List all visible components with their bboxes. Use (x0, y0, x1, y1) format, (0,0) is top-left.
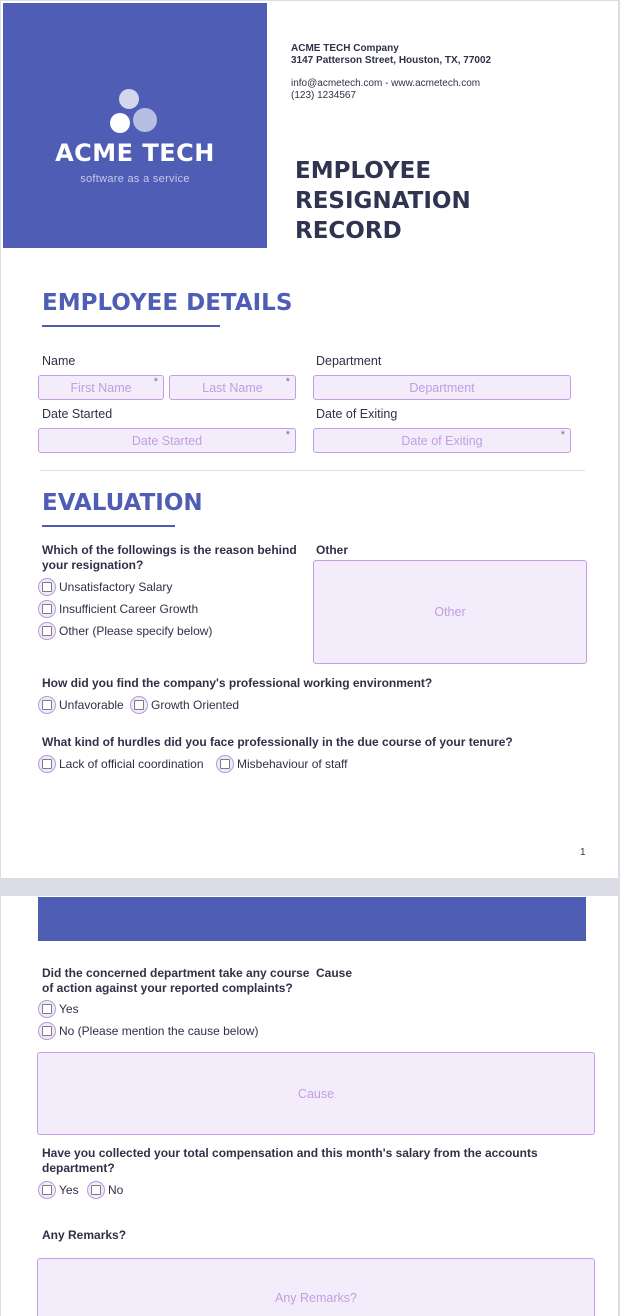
checkbox-icon[interactable] (38, 600, 56, 618)
evaluation-heading: EVALUATION (42, 490, 203, 516)
last-name-input[interactable]: Last Name * (169, 375, 296, 400)
option-no-mention-cause[interactable]: No (Please mention the cause below) (38, 1022, 258, 1040)
complaint-action-question: Did the concerned department take any course of action against your reported complaints? (42, 966, 310, 995)
required-mark: * (153, 376, 158, 388)
hurdles-question: What kind of hurdles did you face professionally in the due course of your tenure? (42, 735, 513, 749)
cause-label: Cause (316, 966, 353, 980)
other-textarea[interactable]: Other (313, 560, 587, 664)
required-mark: * (560, 429, 565, 441)
page-1 (1, 1, 618, 878)
resignation-reason-question: Which of the followings is the reason behind your resignation? (42, 543, 297, 572)
checkbox-icon[interactable] (38, 622, 56, 640)
logo-block (3, 3, 267, 248)
date-exiting-label: Date of Exiting (316, 407, 398, 421)
checkbox-icon[interactable] (38, 1181, 56, 1199)
section-divider (40, 470, 585, 471)
option-lack-of-coordination[interactable]: Lack of official coordination (38, 755, 204, 773)
date-started-label: Date Started (42, 407, 113, 421)
doc-title-line-3: RECORD (295, 218, 402, 244)
option-compensation-yes[interactable]: Yes (38, 1181, 79, 1199)
logo-mark-icon (108, 87, 160, 135)
company-name: ACME TECH Company (291, 43, 399, 54)
page-2 (1, 896, 618, 1316)
option-insufficient-career-growth[interactable]: Insufficient Career Growth (38, 600, 198, 618)
page-number: 1 (580, 847, 586, 858)
date-exiting-input[interactable]: Date of Exiting * (313, 428, 571, 453)
company-phone: (123) 1234567 (291, 90, 357, 101)
option-misbehaviour-of-staff[interactable]: Misbehaviour of staff (216, 755, 348, 773)
checkbox-icon[interactable] (38, 696, 56, 714)
checkbox-icon[interactable] (216, 755, 234, 773)
remarks-label: Any Remarks? (42, 1228, 127, 1242)
department-label: Department (316, 354, 382, 368)
checkbox-icon[interactable] (38, 755, 56, 773)
first-name-input[interactable]: First Name * (38, 375, 164, 400)
logo-tagline: software as a service (80, 173, 190, 185)
remarks-textarea[interactable]: Any Remarks? (37, 1258, 595, 1316)
compensation-question: Have you collected your total compensation and this month's salary from the accounts department? (42, 1146, 538, 1175)
employee-details-underline (42, 325, 220, 327)
checkbox-icon[interactable] (130, 696, 148, 714)
checkbox-icon[interactable] (38, 1000, 56, 1018)
company-contact: info@acmetech.com - www.acmetech.com (291, 78, 481, 89)
checkbox-icon[interactable] (87, 1181, 105, 1199)
logo-title: ACME TECH (55, 139, 215, 167)
employee-details-heading: EMPLOYEE DETAILS (42, 290, 293, 316)
doc-title-line-1: EMPLOYEE (295, 158, 432, 184)
option-unfavorable[interactable]: Unfavorable (38, 696, 124, 714)
option-growth-oriented[interactable]: Growth Oriented (130, 696, 239, 714)
doc-title-line-2: RESIGNATION (295, 188, 471, 214)
checkbox-icon[interactable] (38, 1022, 56, 1040)
company-address: 3147 Patterson Street, Houston, TX, 77002 (291, 55, 492, 66)
document-title (295, 156, 595, 246)
required-mark: * (285, 429, 290, 441)
department-input[interactable]: Department (313, 375, 571, 400)
option-compensation-no[interactable]: No (87, 1181, 123, 1199)
required-mark: * (285, 376, 290, 388)
checkbox-icon[interactable] (38, 578, 56, 596)
option-other[interactable]: Other (Please specify below) (38, 622, 212, 640)
other-label: Other (316, 543, 349, 557)
option-yes[interactable]: Yes (38, 1000, 79, 1018)
working-environment-question: How did you find the company's professional working environment? (42, 676, 433, 690)
name-label: Name (42, 354, 76, 368)
evaluation-underline (42, 525, 175, 527)
date-started-input[interactable]: Date Started * (38, 428, 296, 453)
cause-textarea[interactable]: Cause (37, 1052, 595, 1135)
page-banner (38, 897, 586, 941)
option-unsatisfactory-salary[interactable]: Unsatisfactory Salary (38, 578, 172, 596)
